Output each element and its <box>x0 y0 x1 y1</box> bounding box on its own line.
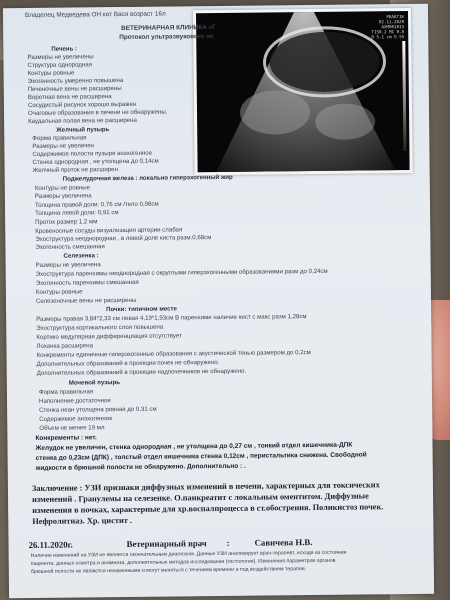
liver-line: Очаговые образования в печени не обнаружены. <box>27 108 168 117</box>
kidneys-line: Конкременты единичные гиперэхогенные образования с акустической тенью размером до 0,2см <box>36 349 311 359</box>
liver-line: Воротная вена не расширена <box>27 93 112 101</box>
gallbladder-line: Размеры не увеличен <box>32 142 95 150</box>
doctor-name: Савичева Н.В. <box>254 537 313 548</box>
pancreas-line: Толщина правой доли: 0,76 см /тело 0,98см <box>34 200 159 209</box>
kidneys-line: Лоханка расширена <box>36 342 94 350</box>
disclaimer-line: брюшной полости не являются неизменными и могут меняться с течением времени и под воздействием терапии. <box>30 566 307 575</box>
spleen-title: Селезенка : <box>63 252 99 260</box>
us-info-line: TIS0.2 MI 0.8 <box>371 29 405 35</box>
pancreas-line: Кровеносные сосуды визуализация артерии слабая <box>35 226 183 235</box>
stomach-line: Желудок не увеличен, стенка однородная , не утолщена до 0,27 см , тонкий отдел кишечника-ДПК <box>35 441 353 452</box>
pancreas-line: Проток размер 1,2 мм <box>35 218 98 226</box>
pancreas-line: Эхоструктура неоднородная , в левой доле киста разм.0,68см <box>35 234 212 243</box>
bladder-line: Объем не менее 19 мл <box>39 424 105 432</box>
conclusion-line: изменений . Гранулемы на селезенке. О.панкреатит с локальным оментитом. Диффузные <box>32 491 369 504</box>
kidneys-line: Эхоструктура кортикального слоя повышена <box>36 323 164 332</box>
bladder-line: Содержимое анэхогенное <box>39 415 113 423</box>
pancreas-line: Эхогенность смешанная <box>35 243 105 251</box>
liver-line: Размеры не увеличены <box>27 53 94 61</box>
liver-line: Каудальная полая вена не расширена <box>28 116 137 125</box>
us-info-line: PRAKTIK <box>386 14 405 20</box>
pancreas-line: Толщина левой доли: 0,91 см <box>35 209 119 217</box>
pancreas-title: Поджелудочная железа : локально гиперэхогенный жир <box>62 173 233 183</box>
pancreas-line: Размеры увеличена <box>34 192 92 200</box>
protocol-title: Протокол ультразвукового ис <box>119 33 214 42</box>
stones-line: Конкременты : нет. <box>35 434 97 442</box>
liver-line: Контуры ровные <box>27 69 75 77</box>
gallbladder-line: Содержимое полости пузыря анэхогенное <box>32 149 153 158</box>
disclaimer-line: пациента, данных осмотра и анамнеза, дополнительных методов исследования (гистология). Изменения параметров органов <box>30 557 336 567</box>
clinic-name: ВЕТЕРИНАРНАЯ КЛИНИКА «Г <box>121 24 216 33</box>
spleen-line: Эхогенность паренхимы смешанная <box>35 278 139 287</box>
conclusion-line: Нефролитиаз. Хр. цистит . <box>32 515 132 526</box>
doctor-role: Ветеринарный врач <box>126 538 207 549</box>
us-info-line: AXM001015 <box>381 24 405 30</box>
us-info-line: 02.11.2020 <box>378 19 405 25</box>
liver-line: Структура однородная <box>27 61 92 69</box>
ultrasound-device-info <box>371 14 404 39</box>
kidneys-line: Кортико медулярная дифференциация отсутствует <box>36 332 182 341</box>
liver-line: Эхогенность умеренно повышена <box>27 76 124 85</box>
gallbladder-line: Форма правильная <box>32 134 87 142</box>
kidneys-line: Размеры правая 3,84*2,33 см левая 4,19*1,93см В паренхиме наличие кист с макс разм 1,28см <box>36 313 307 323</box>
conclusion-line: изменения в почках, характерные для хр.воспалпроцесса в ст.обострения. Поликистоз почек. <box>32 502 384 515</box>
liver-line: Печеночные вены не расширены <box>27 85 122 93</box>
gallbladder-line: Стенка однородная , не утолщена до 0,14см <box>32 157 159 166</box>
us-info-line: D 5.1 cm G 55 <box>371 34 405 40</box>
spleen-line: Эхоструктура паренхимы неоднородная с округлыми гиперэхогенными образованиями разм до 0,24см <box>35 267 328 278</box>
bladder-line: Стенка неан утолщена ровная до 0,31 см <box>39 405 157 414</box>
pancreas-line: Контуры не ровные <box>34 184 91 192</box>
bladder-title: Мочевой пузырь <box>68 379 120 387</box>
report-date: 26.11.2020г. <box>28 539 73 551</box>
ultrasound-printout <box>193 8 413 175</box>
disclaimer-line: Наличие изменений на УЗИ не является окончательным диагнозом. Данные УЗИ анализирует врач-терапевт, исходя из состояния <box>30 549 347 559</box>
grayscale-bar <box>402 41 406 151</box>
bladder-line: Наполнение достаточное <box>39 397 111 405</box>
spleen-line: Размеры не увеличена <box>35 261 101 269</box>
liver-line: Сосудистый рисунок хорошо выражен <box>27 100 137 109</box>
kidneys-line: Дополнительных образований в проекции почек не обнаружено. <box>36 358 220 368</box>
bladder-line: Форма правильная <box>38 388 94 396</box>
free-fluid-line: жидкости в брюшной полости не обнаружено. Дополнительно : . <box>35 462 246 472</box>
ultrasound-image <box>196 11 410 172</box>
owner-line: Владелец Медведева ОН кот Вася возраст 16л <box>24 10 166 20</box>
ultrasound-report-document <box>3 4 434 598</box>
spleen-line: Селезеночные вены не расширены <box>35 296 137 305</box>
liver-title: Печень : <box>51 45 78 53</box>
kidneys-line: Дополнительных образований в проекции надпочечников не обнаружено. <box>36 367 247 377</box>
gallbladder-title: Желчный пузырь <box>56 126 110 134</box>
spleen-line: Контуры ровные <box>35 288 83 296</box>
signature-colon: : <box>226 537 230 548</box>
gallbladder-line: Желчный проток не расширен <box>32 166 118 174</box>
kidneys-title: Почки: типичном месте <box>106 305 177 314</box>
intestine-line: стенка до 0,23см (ДПК) , толстый отдел кишечника стенка 0,12см , перистальтика снижена. Свободной <box>35 451 367 462</box>
conclusion-line: Заключение : УЗИ признаки диффузных изменений в печени, характерных для токсических <box>31 480 380 493</box>
